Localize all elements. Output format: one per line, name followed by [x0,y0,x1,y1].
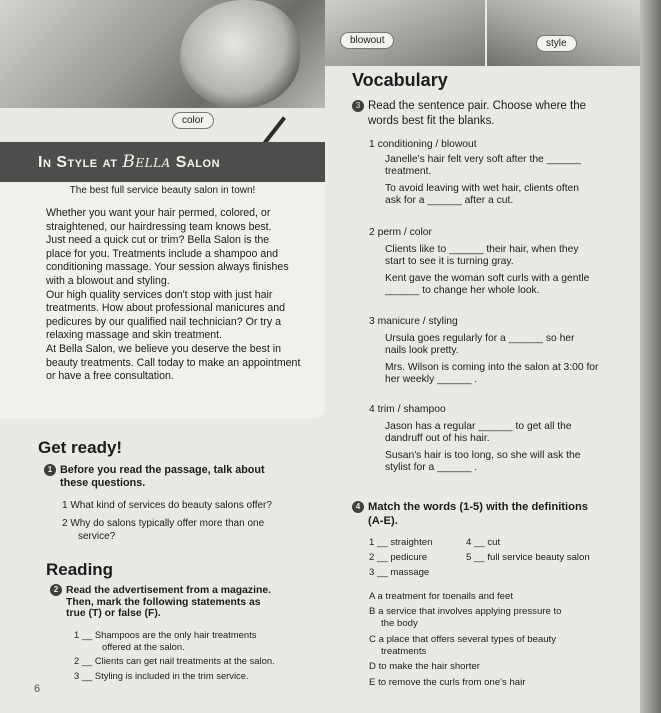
ad-title [38,152,220,172]
salon-photo-curlers [0,0,325,108]
instruction-line: Read the advertisement from a magazine. [66,585,271,596]
match-instruction [352,500,588,528]
vocabulary-heading: Vocabulary [352,70,448,90]
salon-photo-style [487,0,640,66]
question-2-cont: service? [78,531,116,542]
ad-line: beauty treatments. Call today to make an appointment [46,356,301,369]
photo-label-color: color [172,112,214,129]
get-ready-instruction [44,464,265,490]
ad-line: At Bella Salon, we believe you deserve the best in [46,342,281,355]
photo-label-style: style [536,35,577,52]
pair-sentence: start to see it is turning gray. [385,256,514,268]
vocabulary-instruction [352,99,586,129]
exercise-number-badge: 4 [352,501,364,513]
ad-title-suffix: Salon [175,154,221,171]
ad-line: pedicures by our qualified nail technician? Or try a [46,315,281,328]
photo-label-blowout: blowout [340,32,394,49]
vocab-pair-3 [369,316,598,387]
ad-line: Our high quality services don't stop with just hair [46,288,273,301]
pair-sentence: To avoid leaving with wet hair, clients often [385,182,580,194]
match-word-5: 5 __ full service beauty salon [466,552,590,563]
instruction-line: Match the words (1-5) with the definitions [368,501,589,513]
ad-line: with a blowout and styling. [46,274,170,287]
ad-line: conditioning massage. Your session always finishes [46,261,289,274]
pair-sentence: her weekly ______ . [385,374,478,386]
vocab-pair-4 [369,404,580,475]
ad-line: place for you. Treatments include a shampoo and [46,247,279,260]
definition-e: E to remove the curls from one's hair [369,677,526,688]
ad-body [46,207,308,384]
pair-heading: 4 trim / shampoo [369,404,446,415]
match-word-4: 4 __ cut [466,537,501,548]
instruction-line: Read the sentence pair. Choose where the [368,100,587,112]
ad-title-prefix: In Style at [38,154,118,171]
ad-line: Just need a quick cut or trim? Bella Salon is the [46,234,270,247]
exercise-number-badge: 2 [50,584,62,596]
pair-sentence: Ursula goes regularly for a ______ so her [385,332,575,344]
get-ready-heading: Get ready! [38,438,123,457]
statement-1-cont: offered at the salon. [102,641,185,652]
pair-sentence: Jason has a regular ______ to get all the [385,420,572,432]
ad-subtitle: The best full service beauty salon in town! [69,185,256,196]
model-face [180,0,300,108]
pair-sentence: ask for a ______ after a cut. [385,195,514,207]
pair-sentence: treatment. [385,166,432,178]
ad-line: Whether you want your hair permed, colored, or [46,207,271,219]
statement-2: 2 __ Clients can get nail treatments at the salon. [74,655,275,666]
vocab-pair-1 [369,139,581,208]
instruction-line: words best fit the blanks. [368,115,495,127]
pair-sentence: Susan's hair is too long, so she will ask the [385,449,581,461]
pair-sentence: Clients like to ______ their hair, when they [385,243,579,255]
statement-1: 1 __ Shampoos are the only hair treatments [74,629,257,640]
exercise-number-badge: 1 [44,464,56,476]
instruction-line: Then, mark the following statements as [66,596,261,608]
exercise-number-badge: 3 [352,100,364,112]
ad-line: relaxing massage and skin treatment. [46,329,223,342]
pair-sentence: ______ to change her whole look. [385,285,540,297]
pair-sentence: stylist for a ______ . [385,462,478,474]
pair-sentence: dandruff out of his hair. [385,433,490,445]
match-word-2: 2 __ pedicure [369,552,428,563]
definition-d: D to make the hair shorter [369,661,480,672]
pair-heading: 1 conditioning / blowout [369,139,477,150]
pair-heading: 3 manicure / styling [369,316,458,327]
definition-c: C a place that offers several types of beauty [369,634,557,645]
ad-line: treatments. How about professional manicures and [46,302,286,315]
pair-sentence: Mrs. Wilson is coming into the salon at 3:00 for [385,361,599,373]
match-word-3: 3 __ massage [369,567,430,578]
instruction-line: true (T) or false (F). [66,608,161,619]
reading-instruction [50,584,271,620]
ad-title-brand: Bella [122,152,171,172]
pair-sentence: nails look pretty. [385,345,459,357]
pair-sentence: Kent gave the woman soft curls with a gentle [385,272,590,284]
page-number: 6 [34,683,41,695]
definition-a: A a treatment for toenails and feet [369,591,513,602]
ad-line: straightened, our hairdressing team knows best. [46,220,272,233]
definition-b-cont: the body [381,618,418,629]
definition-b: B a service that involves applying pressure to [369,606,562,617]
statement-3: 3 __ Styling is included in the trim service. [74,670,249,681]
ad-line: or have a free consultation. [46,370,174,383]
pair-sentence: Janelle's hair felt very soft after the ______ [385,153,582,165]
pair-heading: 2 perm / color [369,227,432,238]
reading-heading: Reading [46,560,114,579]
match-word-1: 1 __ straighten [369,537,433,548]
vocab-pair-2 [369,227,589,298]
definition-c-cont: treatments [381,646,427,657]
page-edge [640,0,661,713]
instruction-line: (A-E). [368,515,398,527]
question-1: 1 What kind of services do beauty salons offer? [62,500,272,511]
question-2: 2 Why do salons typically offer more than one [62,518,265,529]
instruction-line: Before you read the passage, talk about [60,464,265,476]
instruction-line: these questions. [60,477,146,489]
